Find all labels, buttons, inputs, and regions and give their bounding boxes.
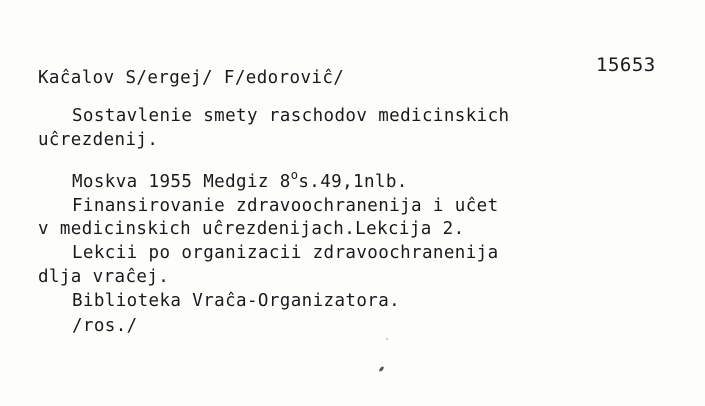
subject-2-line-2: dlja vraĉej. xyxy=(38,267,170,287)
imprint-text: Moskva 1955 Medgiz 8 xyxy=(72,172,291,192)
title-line-2: uĉrezdenij. xyxy=(38,130,159,150)
imprint-pagination: s.49,1nlb. xyxy=(298,172,408,192)
format-superscript: o xyxy=(290,168,299,182)
author-line: Kaĉalov S/ergej/ F/edoroviĉ/ xyxy=(38,68,345,88)
subject-1-line-2: v medicinskich uĉrezdenijach.Lekcija 2. xyxy=(38,219,465,239)
language-line: /ros./ xyxy=(72,316,138,336)
subject-2-line-1: Lekcii po organizacii zdravoochranenija xyxy=(72,243,499,263)
ink-speck xyxy=(386,338,388,340)
ink-speck xyxy=(378,366,384,373)
accession-number: 15653 xyxy=(596,54,656,76)
title-line-1: Sostavlenie smety raschodov medicinskich xyxy=(72,106,510,126)
imprint-line xyxy=(72,168,408,193)
series-line: Biblioteka Vraĉa-Organizatora. xyxy=(72,291,401,311)
subject-1-line-1: Finansirovanie zdravoochranenija i uĉet xyxy=(72,196,499,216)
